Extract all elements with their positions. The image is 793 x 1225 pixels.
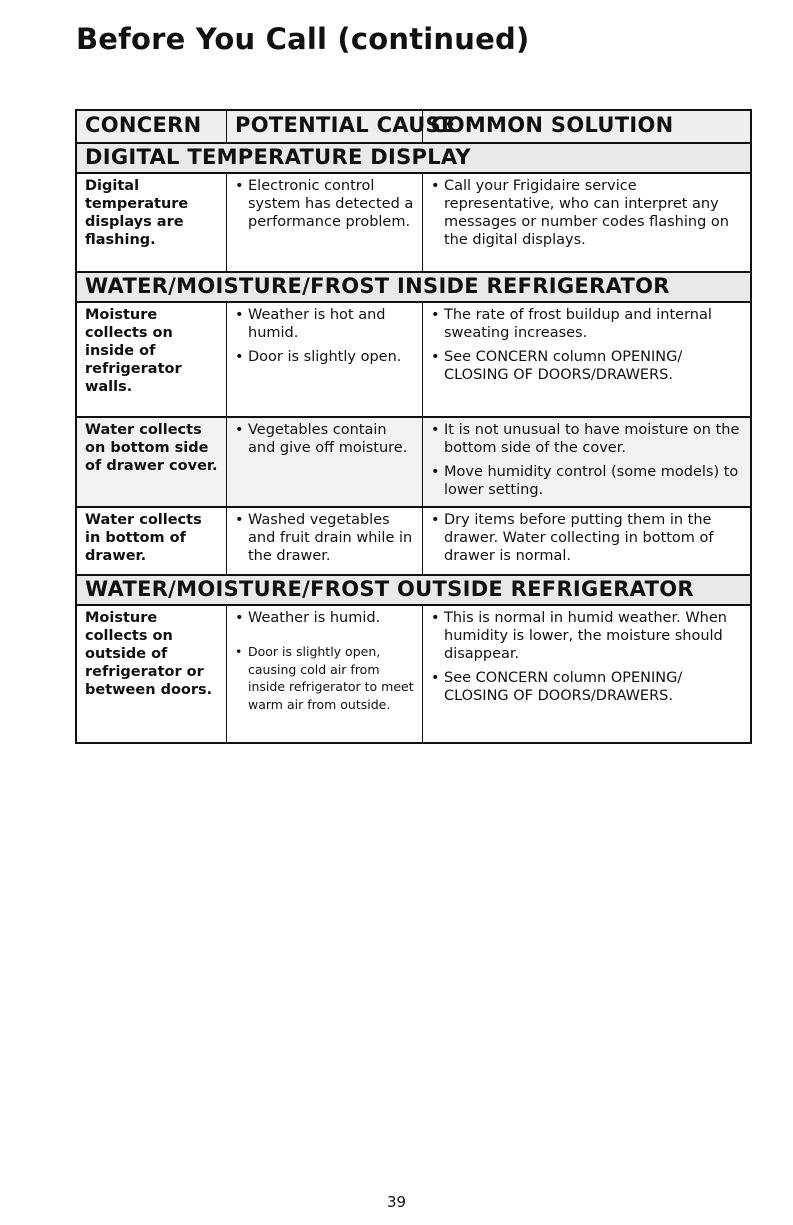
list-item xyxy=(235,609,416,627)
bullet-icon: • xyxy=(431,307,440,323)
list-item xyxy=(431,609,744,663)
solution-text: Call your Frigidaire service representative, who can interpret any messages or number codes flashing on the digital displays. xyxy=(444,178,729,248)
section-title: WATER/MOISTURE/FROST INSIDE REFRIGERATOR xyxy=(77,273,750,303)
cause-cell xyxy=(227,418,423,506)
list-item xyxy=(235,177,416,231)
list-item xyxy=(431,348,744,384)
concern-cell: Water collects on bottom side of drawer cover. xyxy=(77,418,227,506)
bullet-icon: • xyxy=(235,422,244,438)
solution-cell xyxy=(423,418,750,506)
cause-cell xyxy=(227,303,423,416)
bullet-icon: • xyxy=(235,349,244,365)
list-item xyxy=(235,511,416,565)
list-item xyxy=(235,421,416,457)
list-item xyxy=(431,421,744,457)
page-number: 39 xyxy=(386,1193,407,1211)
header-potential-cause: POTENTIAL CAUSE xyxy=(227,111,423,142)
cause-cell xyxy=(227,606,423,742)
section-title: WATER/MOISTURE/FROST OUTSIDE REFRIGERATOR xyxy=(77,576,750,606)
list-item xyxy=(235,643,416,713)
table-row xyxy=(77,418,750,508)
section-title: DIGITAL TEMPERATURE DISPLAY xyxy=(77,144,750,174)
bullet-icon: • xyxy=(235,644,243,659)
concern-cell: Water collects in bottom of drawer. xyxy=(77,508,227,574)
solution-text: See CONCERN column OPENING/ CLOSING OF DOORS/DRAWERS. xyxy=(444,349,683,383)
solution-text: It is not unusual to have moisture on the bottom side of the cover. xyxy=(444,422,740,456)
list-item xyxy=(235,306,416,342)
table-row xyxy=(77,606,750,742)
bullet-icon: • xyxy=(431,610,440,626)
concern-cell: Moisture collects on inside of refrigerator walls. xyxy=(77,303,227,416)
concern-cell: Digital temperature displays are flashing. xyxy=(77,174,227,271)
table-row xyxy=(77,303,750,418)
bullet-icon: • xyxy=(431,349,440,365)
cause-text: Electronic control system has detected a performance problem. xyxy=(248,178,414,230)
table-header xyxy=(77,111,750,144)
list-item xyxy=(235,348,416,366)
list-item xyxy=(431,463,744,499)
cause-text: Vegetables contain and give off moisture. xyxy=(248,422,408,456)
bullet-icon: • xyxy=(235,307,244,323)
page-title: Before You Call (continued) xyxy=(76,22,530,56)
solution-cell xyxy=(423,174,750,271)
solution-cell xyxy=(423,303,750,416)
bullet-icon: • xyxy=(235,178,244,194)
list-item xyxy=(431,177,744,249)
header-concern: CONCERN xyxy=(77,111,227,142)
concern-cell: Moisture collects on outside of refrigerator or between doors. xyxy=(77,606,227,742)
cause-text: Washed vegetables and fruit drain while in the drawer. xyxy=(248,512,413,564)
cause-text: Door is slightly open, causing cold air from inside refrigerator to meet warm air from outside. xyxy=(248,644,414,712)
solution-cell xyxy=(423,606,750,742)
bullet-icon: • xyxy=(235,512,244,528)
bullet-icon: • xyxy=(431,178,440,194)
bullet-icon: • xyxy=(235,610,244,626)
list-item xyxy=(431,511,744,565)
cause-text: Weather is humid. xyxy=(248,610,381,626)
solution-text: This is normal in humid weather. When humidity is lower, the moisture should disappear. xyxy=(444,610,727,662)
bullet-icon: • xyxy=(431,512,440,528)
solution-text: Dry items before putting them in the drawer. Water collecting in bottom of drawer is normal. xyxy=(444,512,714,564)
cause-text: Door is slightly open. xyxy=(248,349,402,365)
troubleshooting-table xyxy=(75,109,752,744)
list-item xyxy=(431,306,744,342)
cause-cell xyxy=(227,508,423,574)
cause-text: Weather is hot and humid. xyxy=(248,307,386,341)
list-item xyxy=(431,669,744,705)
solution-cell xyxy=(423,508,750,574)
solution-text: Move humidity control (some models) to lower setting. xyxy=(444,464,739,498)
bullet-icon: • xyxy=(431,422,440,438)
cause-cell xyxy=(227,174,423,271)
solution-text: See CONCERN column OPENING/ CLOSING OF DOORS/DRAWERS. xyxy=(444,670,683,704)
header-common-solution: COMMON SOLUTION xyxy=(431,113,674,137)
solution-text: The rate of frost buildup and internal sweating increases. xyxy=(444,307,712,341)
table-row xyxy=(77,508,750,576)
table-row xyxy=(77,174,750,273)
bullet-icon: • xyxy=(431,464,440,480)
bullet-icon: • xyxy=(431,670,440,686)
